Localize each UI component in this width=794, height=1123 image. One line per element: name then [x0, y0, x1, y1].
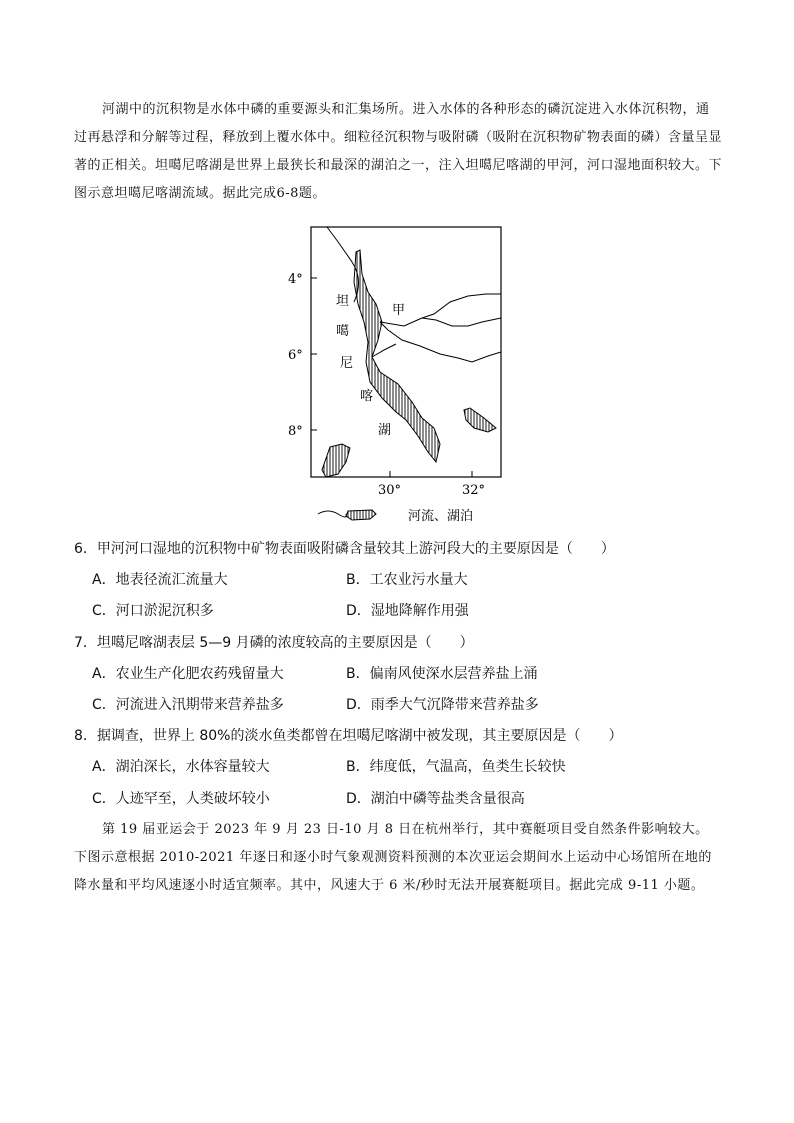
q8-option-b[interactable]: B．纬度低，气温高，鱼类生长较快: [346, 759, 566, 775]
lat-label-4: 4°: [288, 272, 303, 287]
q8-option-a[interactable]: A．湖泊深长，水体容量较大: [92, 759, 270, 775]
lake-southwest: [322, 444, 350, 477]
question-7-stem: 7．坦噶尼喀湖表层 5—9 月磷的浓度较高的主要原因是（ ）: [74, 635, 474, 651]
lake-name-char-4: 喀: [360, 389, 374, 404]
border-line: [327, 227, 359, 302]
q7-option-c[interactable]: C．河流进入汛期带来营养盐多: [92, 697, 284, 713]
river-branch-1: [422, 318, 501, 326]
legend-river-symbol: [318, 511, 346, 517]
tanganyika-lake: [354, 250, 440, 462]
legend-lake-symbol: [346, 510, 376, 520]
q8-option-c[interactable]: C．人迹罕至，人类破坏较小: [92, 791, 270, 807]
question-6-stem: 6．甲河河口湿地的沉积物中矿物表面吸附磷含量较其上游河段大的主要原因是（ ）: [74, 541, 615, 557]
q6-option-c[interactable]: C．河口淤泥沉积多: [92, 603, 214, 619]
lake-map: [272, 222, 512, 532]
intro-text-2: 第 19 届亚运会于 2023 年 9 月 23 日-10 月 8 日在杭州举行，其中赛艇项目受自然条件影响较大。下图示意根据 2010-2021 年逐日和逐小时气象观测资料预测的本次亚运会期间水上运动中心场馆所在地的降水量和平均风速逐小时适宜频率。其中，风速大于 6 米/秒时无法开展赛艇项目。据此完成 9-11 小题。: [74, 822, 712, 893]
q6-option-d[interactable]: D．湿地降解作用强: [346, 603, 469, 619]
question-8-stem: 8．据调查，世界上 80%的淡水鱼类都曾在坦噶尼喀湖中被发现，其主要原因是（ ）: [74, 728, 623, 744]
intro-text-1: 河湖中的沉积物是水体中磷的重要源头和汇集场所。进入水体的各种形态的磷沉淀进入水体沉积物，通过再悬浮和分解等过程，释放到上覆水体中。细粒径沉积物与吸附磷（吸附在沉积物矿物表面的磷）含量呈显著的正相关。坦噶尼喀湖是世界上最狭长和最深的湖泊之一，注入坦噶尼喀湖的甲河，河口湿地面积较大。下图示意坦噶尼喀湖流域。据此完成6-8题。: [74, 102, 723, 201]
q6-option-b[interactable]: B．工农业污水量大: [346, 572, 468, 588]
q7-option-a[interactable]: A．农业生产化肥农药残留量大: [92, 666, 284, 682]
lon-label-30: 30°: [378, 483, 402, 498]
lon-label-32: 32°: [462, 483, 486, 498]
lake-name-char-2: 噶: [336, 324, 350, 339]
q8-option-d[interactable]: D．湖泊中磷等盐类含量很高: [346, 791, 525, 807]
intro-paragraph-2: [74, 816, 722, 900]
river-jia-label: 甲: [392, 303, 406, 318]
lat-label-6: 6°: [288, 348, 303, 363]
q7-option-d[interactable]: D．雨季大气沉降带来营养盐多: [346, 697, 539, 713]
lake-name-char-5: 湖: [378, 423, 392, 438]
lake-name-char-3: 尼: [340, 356, 354, 371]
small-lake-east: [464, 408, 496, 432]
river-branch-2: [380, 322, 501, 362]
q7-option-b[interactable]: B．偏南风使深水层营养盐上涌: [346, 666, 538, 682]
q6-option-a[interactable]: A．地表径流汇流量大: [92, 572, 228, 588]
map-frame: [311, 227, 501, 477]
lake-name-char-1: 坦: [336, 294, 350, 309]
lat-label-8: 8°: [288, 424, 303, 439]
legend-text: 河流、湖泊: [408, 509, 474, 524]
intro-paragraph-1: [74, 96, 722, 208]
